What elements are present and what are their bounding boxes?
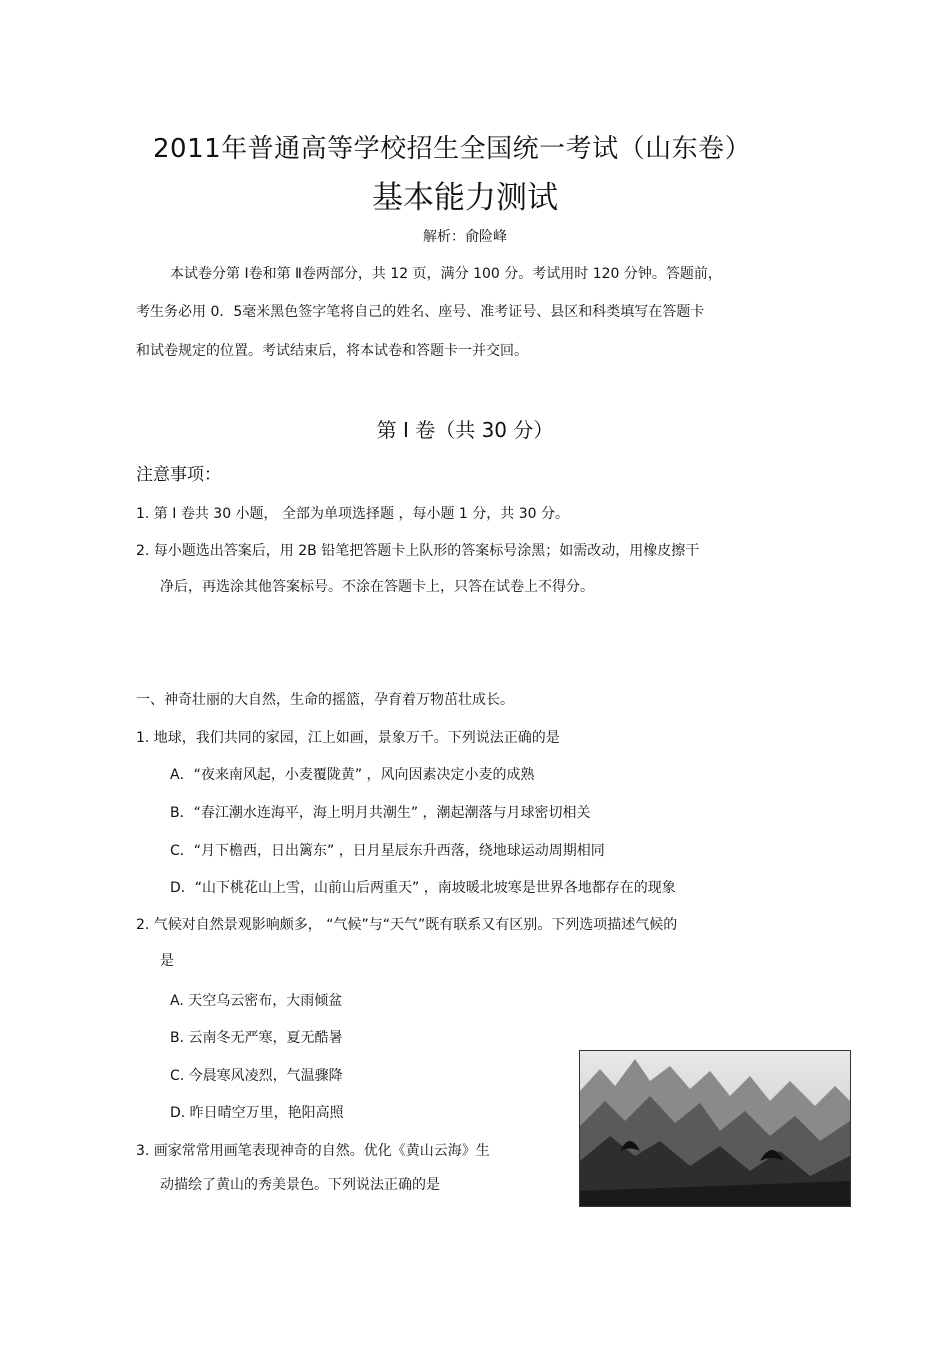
intro-line-2: 考生务必用 0．5毫米黑色签字笔将自己的姓名、座号、准考证号、县区和科类填写在答题卡: [136, 304, 705, 320]
question-2-option-c: C. 今晨寒风凌烈，气温骤降: [170, 1068, 343, 1084]
question-2-option-d: D. 昨日晴空万里，艳阳高照: [170, 1105, 344, 1121]
question-1-option-a: A．“夜来南风起，小麦覆陇黄” ，风向因素决定小麦的成熟: [170, 767, 535, 783]
mountain-painting-svg: [580, 1051, 850, 1206]
section-title: 第 Ⅰ 卷（共 30 分）: [376, 418, 554, 442]
notice-item-2-cont: 净后，再选涂其他答案标号。不涂在答题卡上，只答在试卷上不得分。: [160, 579, 594, 595]
notice-item-2: 2. 每小题选出答案后，用 2B 铅笔把答题卡上队形的答案标号涂黑；如需改动，用橡皮擦干: [136, 543, 700, 559]
intro-line-3: 和试卷规定的位置。考试结束后，将本试卷和答题卡一并交回。: [136, 343, 528, 359]
question-2-stem-cont: 是: [160, 953, 174, 969]
question-1-option-b: B．“春江潮水连海平，海上明月共潮生” ，潮起潮落与月球密切相关: [170, 805, 591, 821]
question-2-option-a: A. 天空乌云密布，大雨倾盆: [170, 993, 343, 1009]
huangshan-painting-image: [579, 1050, 851, 1207]
exam-subtitle: 基本能力测试: [372, 180, 558, 216]
exam-title: 2011年普通高等学校招生全国统一考试（山东卷）: [153, 134, 752, 164]
question-1-option-c: C．“月下檐西，日出篱东” ，日月星辰东升西落，绕地球运动周期相同: [170, 843, 605, 859]
question-2-stem: 2. 气候对自然景观影响颇多， “气候”与“天气”既有联系又有区别。下列选项描述气候的: [136, 917, 678, 933]
question-3-stem-cont: 动描绘了黄山的秀美景色。下列说法正确的是: [160, 1177, 440, 1193]
question-1-stem: 1. 地球，我们共同的家园，江上如画，景象万千。下列说法正确的是: [136, 730, 560, 746]
question-3-stem: 3. 画家常常用画笔表现神奇的自然。优化《黄山云海》生: [136, 1143, 490, 1159]
intro-line-1: 本试卷分第 Ⅰ卷和第 Ⅱ卷两部分，共 12 页，满分 100 分。考试用时 120 分钟。答题前，: [170, 266, 722, 282]
analyst-line: 解析：俞险峰: [423, 229, 507, 245]
question-1-option-d: D．“山下桃花山上雪，山前山后两重天” ，南坡暖北坡寒是世界各地都存在的现象: [170, 880, 676, 896]
notice-item-1: 1. 第 Ⅰ 卷共 30 小题， 全部为单项选择题 ，每小题 1 分，共 30 分。: [136, 506, 569, 522]
part1-heading: 一、神奇壮丽的大自然，生命的摇篮，孕育着万物茁壮成长。: [136, 692, 514, 708]
notice-heading: 注意事项：: [136, 465, 221, 485]
question-2-option-b: B. 云南冬无严寒，夏无酷暑: [170, 1030, 343, 1046]
